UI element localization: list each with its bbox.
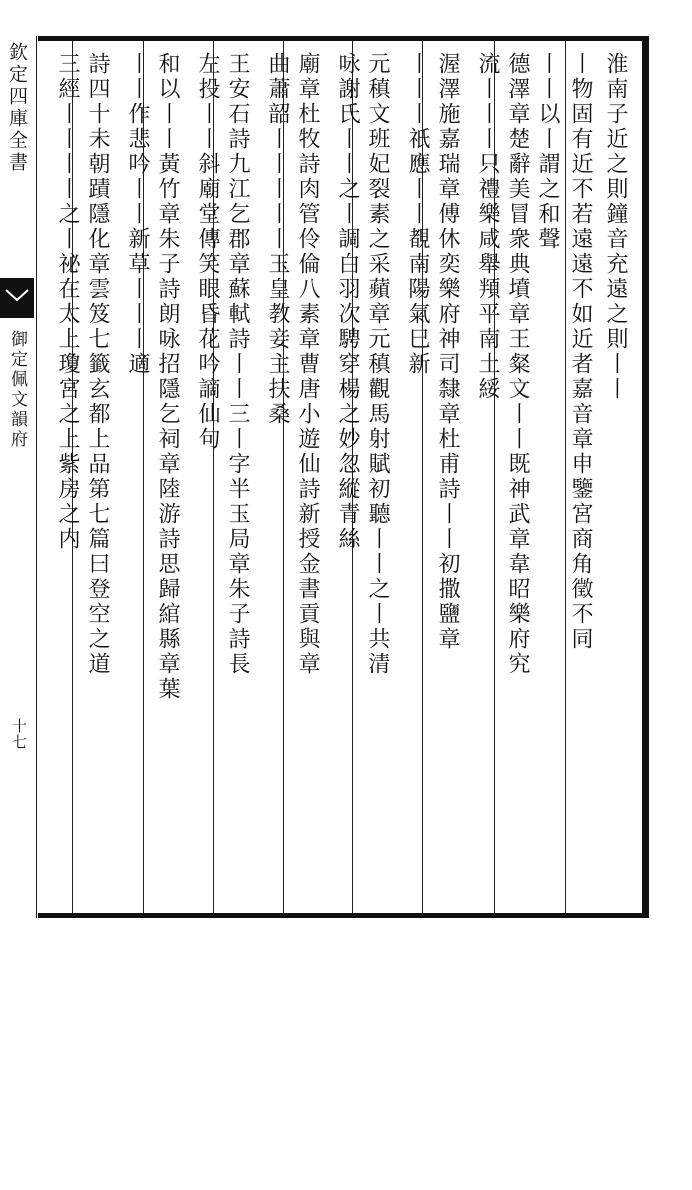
fish-tail-icon <box>4 284 30 310</box>
text-column: 淮南子近之則鐘音充遠之則丨丨 <box>603 52 628 402</box>
book-title: 欽定四庫全書 <box>6 42 28 174</box>
text-column: 流丨丨丨只禮樂咸舉頖平南土綏 <box>475 52 500 402</box>
text-column: 左投丨丨斜廟堂傳笑眼昏花吟謫仙句 <box>195 52 220 452</box>
text-column: 丨物固有近不若遠遠不如近者嘉音章申鑒宮商角徵不同 <box>568 52 593 652</box>
page-number: 十七 <box>10 718 28 750</box>
text-column: 丨丨作悲吟丨丨新草丨丨丨適 <box>125 52 150 377</box>
text-column: 丨丨丨祇應丨丨覩南陽氣巳新 <box>405 52 430 377</box>
text-column: 三經丨丨丨丨之丨祕在太上瓊宮之上紫房之内 <box>55 52 80 552</box>
section-title: 御定佩文韻府 <box>7 330 27 450</box>
text-column: 丨丨以丨謂之和聲 <box>535 52 560 252</box>
text-column: 和以丨丨黃竹章朱子詩朗咏招隱乞祠章陸游詩思歸綰縣章葉 <box>155 52 180 702</box>
text-column: 王安石詩九江乞郡章蘇軾詩丨丨三丨字半玉局章朱子詩長 <box>225 52 250 677</box>
text-column: 渥澤施嘉瑞章傅休奕樂府神司隸章杜甫詩丨丨初撒鹽章 <box>435 52 460 652</box>
text-column: 詩四十未朝蹟隱化章雲笈七籤玄都上品第七篇曰登空之道 <box>85 52 110 677</box>
text-column: 廟章杜牧詩肉管伶倫八素章曹唐小遊仙詩新授金書貢與章 <box>295 52 320 677</box>
text-column: 曲蕭韶丨丨丨丨丨玉皇教妾主扶桑 <box>265 52 290 427</box>
text-column: 元稹文班妃裂素之采蘋章元稹觀馬射賦初聽丨丨之丨共清 <box>365 52 390 677</box>
text-column: 咏謝氏丨丨之丨調白羽次騁穿楊之妙忽縱青絲 <box>335 52 360 552</box>
left-edge-rule <box>36 36 37 918</box>
text-column: 德澤章楚辭美冒衆典墳章王粲文丨丨既神武章韋昭樂府究 <box>505 52 530 677</box>
